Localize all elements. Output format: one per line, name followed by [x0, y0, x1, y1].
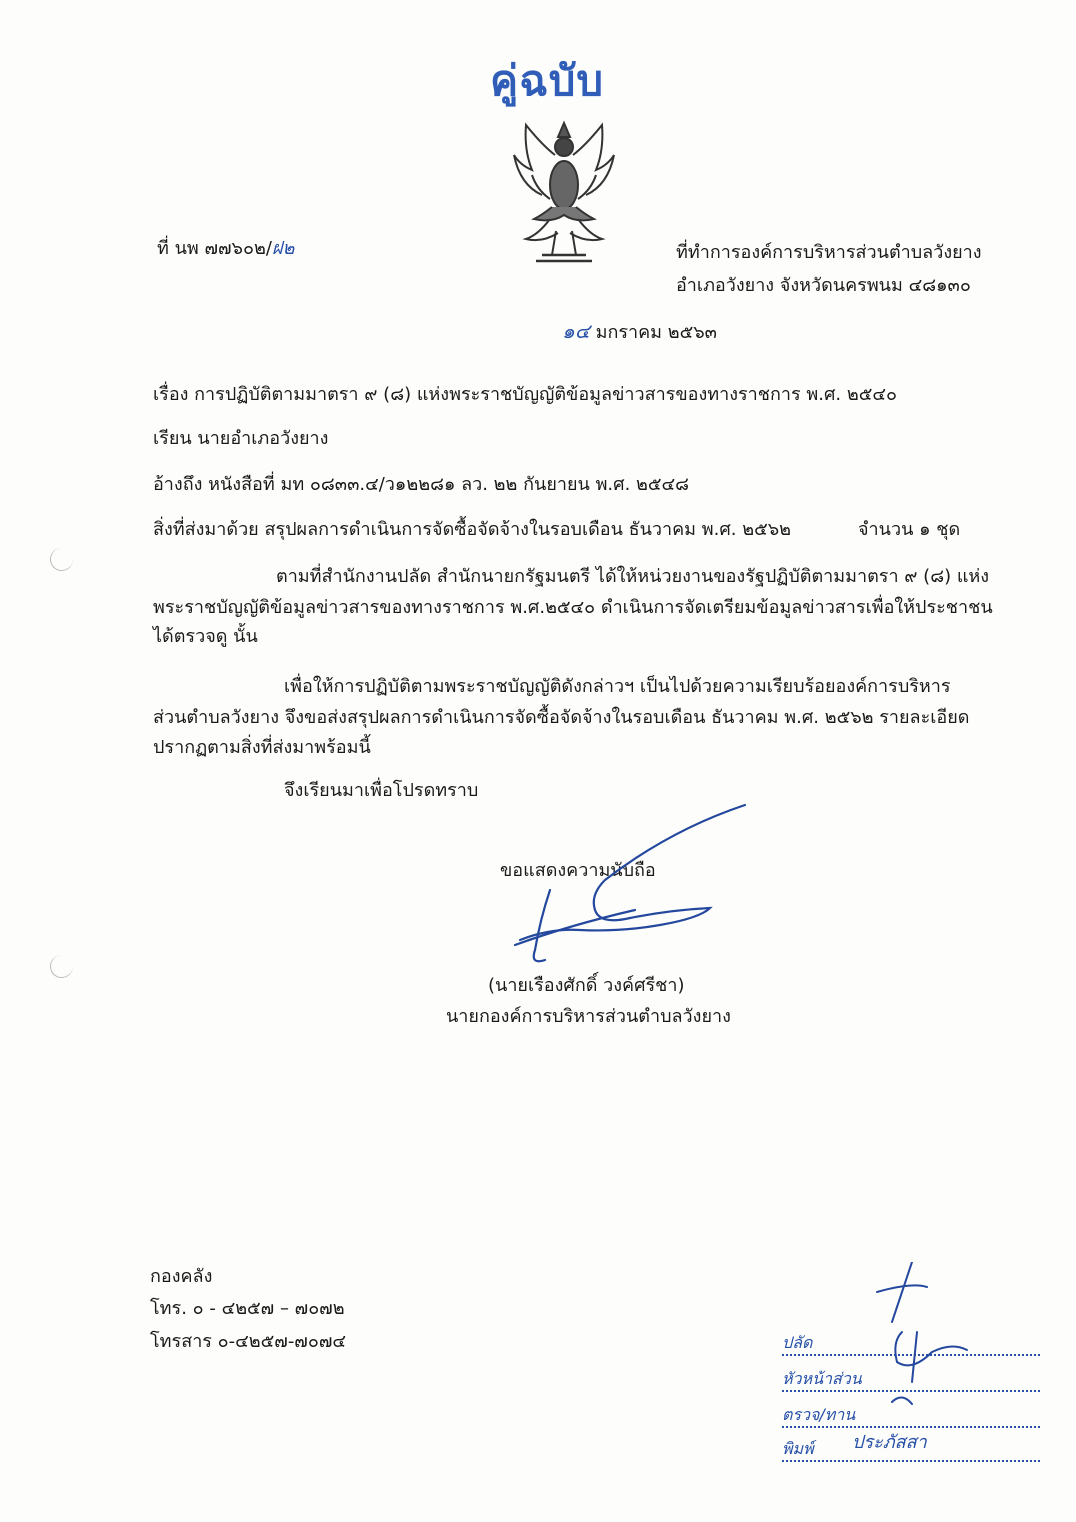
typist-handwritten: ประภัสสา — [852, 1432, 927, 1453]
reference-number — [157, 238, 294, 260]
signature-scribble-icon — [500, 800, 750, 980]
footer-phone: โทร. ๐ - ๔๒๕๗ – ๗๐๗๒ — [150, 1298, 345, 1319]
paragraph2-line2: ส่วนตำบลวังยาง จึงขอส่งสรุปผลการดำเนินการจัดซื้อจัดจ้างในรอบเดือน ธันวาคม พ.ศ. ๒๕๖๒ รายละเอียด — [153, 707, 970, 728]
paragraph2-line1: เพื่อให้การปฏิบัติตามพระราชบัญญัติดังกล่าวฯ เป็นไปด้วยความเรียบร้อยองค์การบริหาร — [284, 676, 951, 697]
reference-prefix: ที่ นพ ๗๗๖๐๒/ — [157, 238, 272, 259]
punch-hole-bottom — [50, 955, 73, 978]
enclosure-quantity: จำนวน ๑ ชุด — [858, 519, 961, 540]
checklist-row-review: ตรวจ/ทาน — [782, 1404, 1040, 1428]
checklist-row-deputy: ปลัด — [782, 1332, 1040, 1356]
signature-closing: ขอแสดงความนับถือ — [500, 860, 656, 881]
document-date — [562, 320, 717, 344]
paragraph2-line3: ปรากฏตามสิ่งที่ส่งมาพร้อมนี้ — [153, 737, 371, 758]
subject-line: เรื่อง การปฏิบัติตามมาตรา ๙ (๘) แห่งพระราชบัญญัติข้อมูลข่าวสารของทางราชการ พ.ศ. ๒๕๔๐ — [153, 384, 897, 405]
checklist-row-typist: พิมพ์ ประภัสสา — [782, 1438, 1040, 1462]
footer-department: กองคลัง — [150, 1266, 213, 1287]
addressee-line: เรียน นายอำเภอวังยาง — [153, 428, 329, 449]
date-day-handwritten: ๑๔ — [562, 319, 590, 343]
signatory-name: (นายเรืองศักดิ์ วงค์ศรีชา) — [488, 975, 685, 996]
paragraph1-line1: ตามที่สำนักงานปลัด สำนักนายกรัฐมนตรี ได้ให้หน่วยงานของรัฐปฏิบัติตามมาตรา ๙ (๘) แห่ง — [276, 566, 990, 587]
paragraph1-line3: ได้ตรวจดู นั้น — [153, 626, 258, 647]
copy-stamp: คู่ฉบับ — [490, 56, 605, 105]
closing-request: จึงเรียนมาเพื่อโปรดทราบ — [284, 780, 479, 801]
enclosure-line: สิ่งที่ส่งมาด้วย สรุปผลการดำเนินการจัดซื้อจัดจ้างในรอบเดือน ธันวาคม พ.ศ. ๒๕๖๒ — [153, 519, 792, 540]
reference-line: อ้างถึง หนังสือที่ มท ๐๘๓๓.๔/ว๑๒๒๘๑ ลว. ๒๒ กันยายน พ.ศ. ๒๕๔๘ — [153, 474, 690, 495]
paragraph1-line2: พระราชบัญญัติข้อมูลข่าวสารของทางราชการ พ.ศ.๒๕๔๐ ดำเนินการจัดเตรียมข้อมูลข่าวสารเพื่อให้ประชาชน — [153, 597, 993, 618]
office-address-line2: อำเภอวังยาง จังหวัดนครพนม ๔๘๑๓๐ — [676, 275, 971, 296]
initials-scribble-icon — [872, 1262, 972, 1422]
reference-handwritten: ฝ๒ — [271, 238, 295, 259]
signatory-position: นายกองค์การบริหารส่วนตำบลวังยาง — [446, 1006, 731, 1027]
garuda-emblem-icon — [512, 115, 617, 270]
office-address-line1: ที่ทำการองค์การบริหารส่วนตำบลวังยาง — [676, 242, 982, 263]
punch-hole-top — [50, 548, 73, 571]
checklist-row-section-head: หัวหน้าส่วน — [782, 1368, 1040, 1392]
footer-fax: โทรสาร ๐-๔๒๕๗-๗๐๗๔ — [150, 1331, 346, 1352]
date-month-year: มกราคม ๒๕๖๓ — [595, 322, 717, 343]
